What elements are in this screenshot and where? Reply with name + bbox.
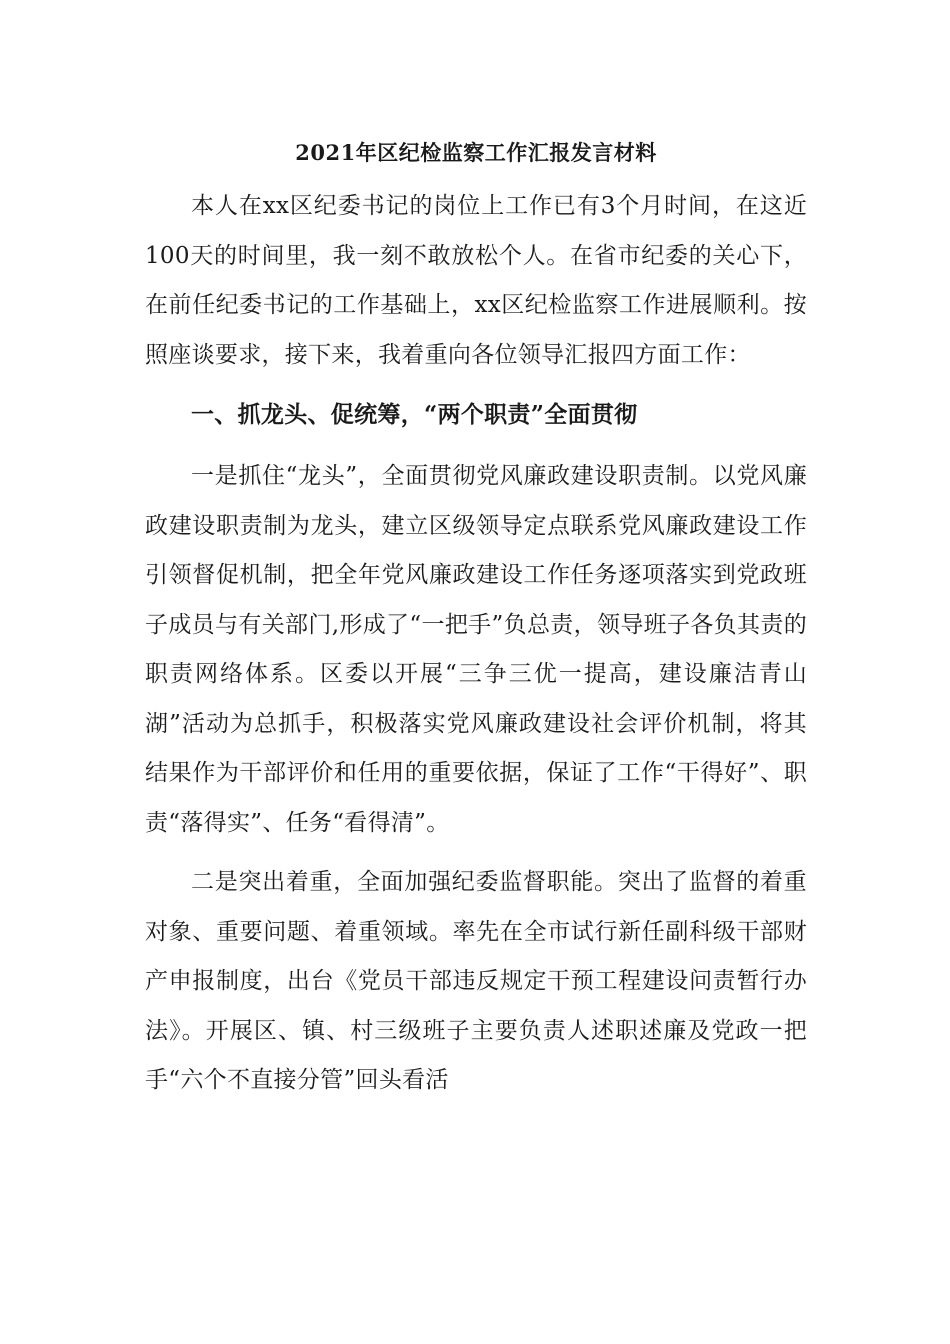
- body-paragraph-2: 二是突出着重，全面加强纪委监督职能。突出了监督的着重对象、重要问题、着重领域。率先在全市试行新任副科级干部财产申报制度，出台《党员干部违反规定干预工程建设问责暂行办法》。开展区、镇、村三级班子主要负责人述职述廉及党政一把手“六个不直接分管”回头看活: [145, 869, 807, 1093]
- document-page: [145, 128, 807, 1106]
- section-heading: 一、抓龙头、促统筹，“两个职责”全面贯彻: [191, 401, 638, 428]
- document-title: 2021年区纪检监察工作汇报发言材料: [295, 140, 657, 165]
- body-paragraph-1: 一是抓住“龙头”，全面贯彻党风廉政建设职责制。以党风廉政建设职责制为龙头，建立区级领导定点联系党风廉政建设工作引领督促机制，把全年党风廉政建设工作任务逐项落实到党政班子成员与有关部门,形成了“一把手”负总责，领导班子各负其责的职责网络体系。区委以开展“三争三优一提高，建设廉洁青山湖”活动为总抓手，积极落实党风廉政建设社会评价机制，将其结果作为干部评价和任用的重要依据，保证了工作“干得好”、职责“落得实”、任务“看得清”。: [145, 463, 807, 836]
- intro-paragraph: 本人在xx区纪委书记的岗位上工作已有3个月时间，在这近100天的时间里，我一刻不敢放松个人。在省市纪委的关心下，在前任纪委书记的工作基础上，xx区纪检监察工作进展顺利。按照座谈要求，接下来，我着重向各位领导汇报四方面工作：: [145, 193, 807, 368]
